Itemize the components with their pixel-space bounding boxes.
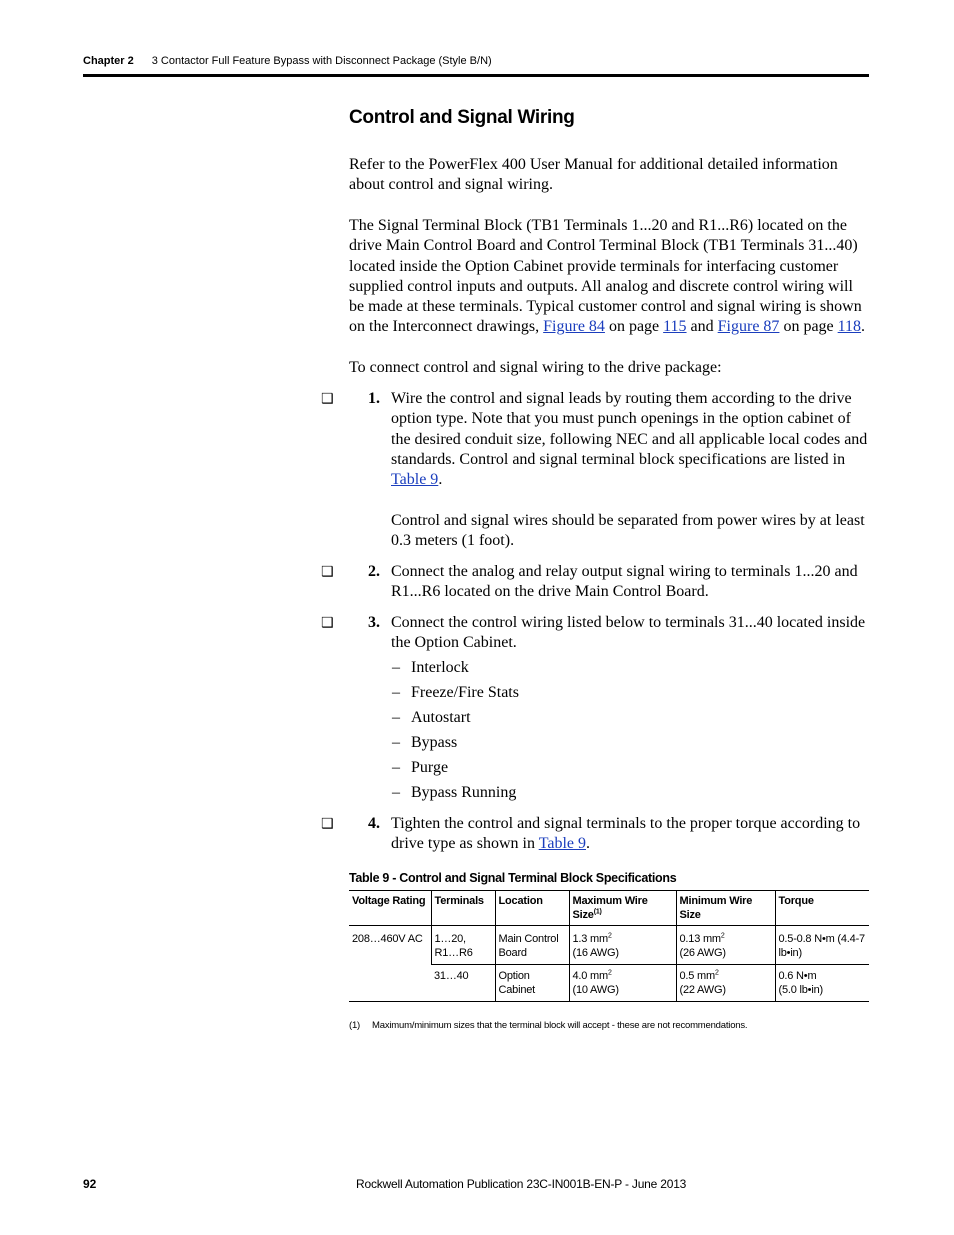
header-min-wire: Minimum Wire Size <box>676 891 775 926</box>
header-torque: Torque <box>775 891 869 926</box>
cell-max-wire: 1.3 $mm^2$ (16 AWG) <box>569 926 676 965</box>
list-item: – Interlock <box>392 659 469 676</box>
running-header <box>83 55 492 67</box>
step-3-text: Connect the control wiring listed below to terminals 31...40 located inside the Option Cabinet. <box>391 614 866 652</box>
list-item: – Bypass <box>392 734 458 751</box>
cell-location: Option Cabinet <box>495 965 569 1002</box>
step-2-checkbox-icon: ❑ <box>321 564 334 580</box>
step-2-number: 2. <box>368 563 380 580</box>
terminal-paragraph-text: The Signal Terminal Block (TB1 Terminals 1...20 and R1...R6) located on the drive Main Control Board and Control Terminal Block (TB1 Terminals 31...40) located inside the Option Cabinet provide terminals for interfacing customer supplied control inputs and outputs. All analog and discrete control wiring will be made at these terminals. Typical customer control and signal wiring is shown on the Interconnect drawings, <box>349 217 862 336</box>
cell-terminals: 31…40 <box>431 965 495 1002</box>
cell-voltage: 208…460V AC <box>349 926 431 1002</box>
footnote-mark: (1) <box>349 1020 361 1031</box>
connect-intro: To connect control and signal wiring to the drive package: <box>349 359 722 376</box>
step-1-checkbox-icon: ❑ <box>321 391 334 407</box>
figure-87-link[interactable]: Figure 87 <box>717 318 780 336</box>
chapter-title: 3 Contactor Full Feature Bypass with Disconnect Package (Style B/N) <box>151 55 492 67</box>
cell-min-wire: 0.5 $mm^2$ (22 AWG) <box>676 965 775 1002</box>
cell-max-wire: 4.0 $mm^2$ (10 AWG) <box>569 965 676 1002</box>
footnote-text: Maximum/minimum sizes that the terminal block will accept - these are not recommendations. <box>372 1020 748 1031</box>
list-item: – Bypass Running <box>392 784 517 801</box>
table-row <box>349 926 869 965</box>
cell-location: Main Control Board <box>495 926 569 965</box>
step-3-checkbox-icon: ❑ <box>321 615 334 631</box>
step-1-text: Wire the control and signal leads by routing them according to the drive option type. Note that you must punch openings in the option cabinet of the desired conduit size, following NEC and all applicable local codes and standards. Control and signal terminal block specifications are listed in Table 9. <box>391 390 868 489</box>
cell-torque: 0.6 N•m (5.0 lb•in) <box>775 965 869 1002</box>
list-item: – Autostart <box>392 709 471 726</box>
page-number: 92 <box>83 1177 97 1191</box>
header-voltage: Voltage Rating <box>349 891 431 926</box>
list-item: – Purge <box>392 759 449 776</box>
table-caption: Table 9 - Control and Signal Terminal Block Specifications <box>349 871 677 885</box>
table-header-row <box>349 891 869 926</box>
intro-paragraph: Refer to the PowerFlex 400 User Manual for additional detailed information about control and signal wiring. <box>349 156 838 194</box>
step-4-checkbox-icon: ❑ <box>321 816 334 832</box>
cell-terminals: 1…20, R1…R6 <box>431 926 495 965</box>
step-3-number: 3. <box>368 614 380 631</box>
header-location: Location <box>495 891 569 926</box>
table-9-link[interactable]: Table 9 <box>391 471 439 489</box>
step-1-number: 1. <box>368 390 380 407</box>
page-118-link[interactable]: 118 <box>837 318 862 336</box>
cell-torque: 0.5-0.8 N•m (4.4-7 lb•in) <box>775 926 869 965</box>
list-item: – Freeze/Fire Stats <box>392 684 519 701</box>
header-rule <box>83 74 869 77</box>
step-2-text: Connect the analog and relay output signal wiring to terminals 1...20 and R1...R6 located on the drive Main Control Board. <box>391 563 858 601</box>
spec-table <box>349 890 869 1002</box>
page-115-link[interactable]: 115 <box>663 318 687 336</box>
header-terminals: Terminals <box>431 891 495 926</box>
step-4-number: 4. <box>368 815 380 832</box>
figure-84-link[interactable]: Figure 84 <box>543 318 605 336</box>
table-9-link[interactable]: Table 9 <box>538 835 586 853</box>
cell-min-wire: 0.13 $mm^2$ (26 AWG) <box>676 926 775 965</box>
step-1-note: Control and signal wires should be separated from power wires by at least 0.3 meters (1 foot). <box>391 512 865 550</box>
section-title: Control and Signal Wiring <box>349 107 575 128</box>
header-max-wire: Maximum Wire Size$^{(1)}$ <box>569 891 676 926</box>
chapter-label: Chapter 2 <box>83 55 134 67</box>
footnote-ref[interactable]: (1) <box>593 908 602 916</box>
step-4-text: Tighten the control and signal terminals to the proper torque according to drive type as shown in Table 9. <box>391 815 861 853</box>
table-footnote <box>349 1020 747 1031</box>
terminal-paragraph: The Signal Terminal Block (TB1 Terminals 1...20 and R1...R6) located on the drive Main Control Board and Control Terminal Block (TB1 Terminals 31...40) located inside the Option Cabinet provide terminals for interfacing customer supplied control inputs and outputs. All analog and discrete control wiring will be made at these terminals. Typical customer control and signal wiring is shown on the Interconnect drawings, Figure 84 on page 115 and Figure 87 on page 118. <box>349 217 866 336</box>
publication-footer: Rockwell Automation Publication 23C-IN001B-EN-P - June 2013 <box>356 1177 687 1191</box>
